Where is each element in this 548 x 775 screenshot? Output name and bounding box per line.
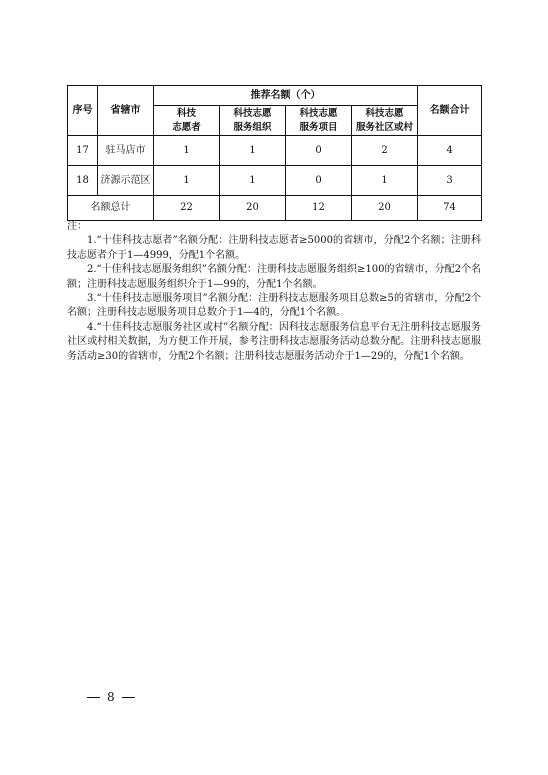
total-community: 20 <box>352 196 418 221</box>
header-seq: 序号 <box>68 86 98 136</box>
cell-total: 4 <box>418 136 482 166</box>
cell-project: 0 <box>286 166 352 196</box>
cell-organization: 1 <box>220 166 286 196</box>
header-project-line1: 科技志愿 <box>299 107 338 119</box>
header-volunteer <box>154 106 220 136</box>
header-organization <box>220 106 286 136</box>
note-item-3: 3.“十佳科技志愿服务项目”名额分配：注册科技志愿服务项目总数≥5的省辖市，分配2个名额；注册科技志愿服务项目总数介于1—4的，分配1个名额。 <box>67 293 481 319</box>
notes-section <box>67 220 481 364</box>
header-city: 省辖市 <box>98 86 154 136</box>
table-row <box>68 166 482 196</box>
cell-project: 0 <box>286 136 352 166</box>
header-organization-line2: 服务组织 <box>233 121 272 133</box>
table-header-row <box>68 86 482 106</box>
header-community-line1: 科技志愿 <box>365 107 404 119</box>
note-item-2: 2.“十佳科技志愿服务组织”名额分配：注册科技志愿服务组织≥100的省辖市，分配2个名额；注册科技志愿服务组织介于1—99的，分配1个名额。 <box>67 264 481 290</box>
total-label: 名额总计 <box>68 196 154 221</box>
page-number: 8 <box>107 690 115 704</box>
notes-heading: 注： <box>67 221 87 232</box>
cell-volunteer: 1 <box>154 136 220 166</box>
header-recommend-quota: 推荐名额（个） <box>154 86 418 106</box>
cell-city: 济源示范区 <box>98 166 154 196</box>
header-project <box>286 106 352 136</box>
page-number-dash-right <box>122 697 135 698</box>
header-organization-line1: 科技志愿 <box>233 107 272 119</box>
cell-seq: 17 <box>68 136 98 166</box>
cell-city: 驻马店市 <box>98 136 154 166</box>
total-organization: 20 <box>220 196 286 221</box>
cell-community: 2 <box>352 136 418 166</box>
cell-organization: 1 <box>220 136 286 166</box>
table-total-row <box>68 196 482 221</box>
header-volunteer-line2: 志愿者 <box>172 121 201 133</box>
quota-table <box>67 85 482 221</box>
page-number-footer <box>80 690 142 704</box>
page-number-dash-left <box>87 697 100 698</box>
cell-seq: 18 <box>68 166 98 196</box>
header-quota-total: 名额合计 <box>418 86 482 136</box>
total-volunteer: 22 <box>154 196 220 221</box>
note-item-1: 1.“十佳科技志愿者”名额分配：注册科技志愿者≥5000的省辖市，分配2个名额；注册科技志愿者介于1—4999，分配1个名额。 <box>67 235 481 261</box>
cell-volunteer: 1 <box>154 166 220 196</box>
header-project-line2: 服务项目 <box>299 121 338 133</box>
total-project: 12 <box>286 196 352 221</box>
note-item-4: 4.“十佳科技志愿服务社区或村”名额分配：因科技志愿服务信息平台无注册科技志愿服务社区或村相关数据，为方便工作开展，参考注册科技志愿服务活动总数分配。注册科技志愿服务活动≥30的省辖市，分配2个名额；注册科技志愿服务活动介于1—29的，分配1个名额。 <box>67 321 481 362</box>
cell-total: 3 <box>418 166 482 196</box>
total-all: 74 <box>418 196 482 221</box>
header-volunteer-line1: 科技 <box>176 107 196 119</box>
cell-community: 1 <box>352 166 418 196</box>
header-community-line2: 服务社区或村 <box>355 121 413 133</box>
table-row <box>68 136 482 166</box>
header-community <box>352 106 418 136</box>
